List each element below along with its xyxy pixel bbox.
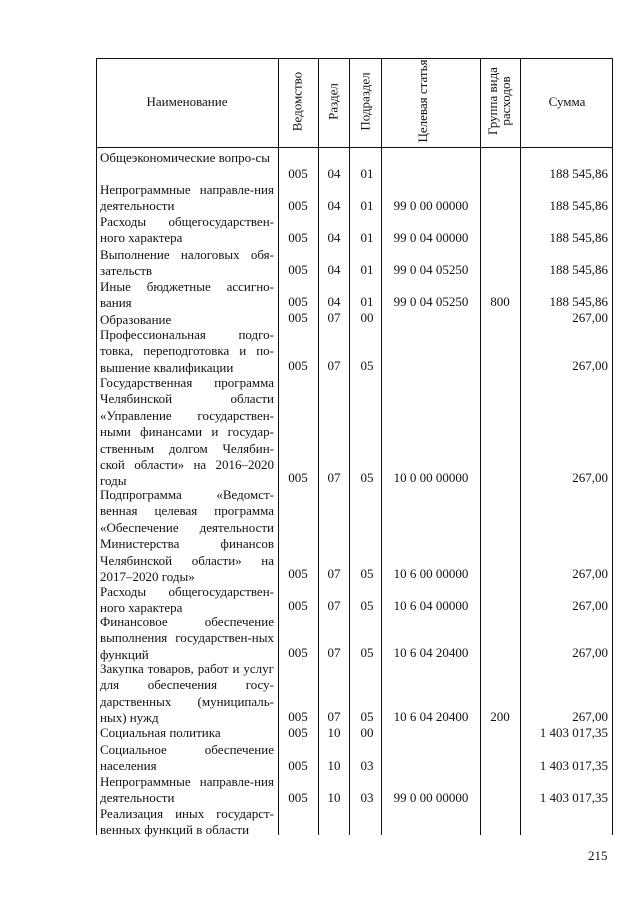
row-name: Образование (100, 312, 172, 327)
cell-razdel: 07 (327, 470, 341, 485)
cell-summa: 267,00 (572, 470, 608, 485)
cell-vedomstvo: 005 (288, 790, 308, 805)
cell-razdel: 07 (327, 310, 341, 325)
cell-vedomstvo: 005 (288, 262, 308, 277)
cell-vedomstvo: 005 (288, 598, 308, 613)
cell-vedomstvo: 005 (288, 709, 308, 724)
cell-razdel: 07 (327, 358, 341, 373)
row-name: Подпрограмма «Ведомст-венная целевая программа «Обеспечение деятельности Министерства финансов Челябинской области» на 2017–2020 годы» (100, 487, 274, 585)
row-name: Закупка товаров, работ и услуг для обеспечения госу-дарственных (муниципаль-ных) нужд (100, 661, 274, 726)
cell-podrazdel: 03 (360, 790, 374, 805)
row-name: Общеэкономические вопро-сы (100, 150, 270, 165)
row-name: Иные бюджетные ассигно-вания (100, 279, 274, 311)
cell-vedomstvo: 005 (288, 230, 308, 245)
cell-razdel: 04 (327, 230, 341, 245)
cell-podrazdel: 01 (360, 294, 374, 309)
header-summa: Сумма (548, 94, 586, 109)
cell-podrazdel: 05 (360, 709, 374, 724)
cell-podrazdel: 05 (360, 645, 374, 660)
cell-celevaya: 10 0 00 00000 (393, 470, 469, 485)
row-name: Государственная программа Челябинской области «Управление государствен-ными финансами и государ-ственным долгом Челябин-ской области» на 2016–2020 годы (100, 375, 274, 489)
cell-podrazdel: 05 (360, 358, 374, 373)
cell-gruppa: 800 (490, 294, 510, 309)
cell-vedomstvo: 005 (288, 725, 308, 740)
header-bottom-rule (96, 147, 613, 148)
col-rule-razdel (318, 58, 319, 835)
cell-razdel: 10 (327, 758, 341, 773)
cell-celevaya: 10 6 00 00000 (393, 566, 469, 581)
cell-podrazdel: 05 (360, 598, 374, 613)
col-rule-podrazdel (349, 58, 350, 835)
cell-celevaya: 99 0 00 00000 (393, 790, 469, 805)
cell-celevaya: 10 6 04 20400 (393, 709, 469, 724)
col-rule-summa (520, 58, 521, 835)
cell-summa: 267,00 (572, 709, 608, 724)
header-razdel: Раздел (325, 83, 341, 120)
page-number: 215 (588, 848, 608, 863)
header-vedomstvo: Ведомство (289, 71, 305, 132)
cell-summa: 267,00 (572, 598, 608, 613)
cell-podrazdel: 01 (360, 230, 374, 245)
cell-vedomstvo: 005 (288, 166, 308, 181)
cell-summa: 267,00 (572, 645, 608, 660)
cell-razdel: 04 (327, 166, 341, 181)
row-name: Выполнение налоговых обя-зательств (100, 247, 274, 279)
cell-summa: 188 545,86 (549, 166, 608, 181)
table-top-rule (96, 58, 613, 59)
cell-podrazdel: 01 (360, 198, 374, 213)
cell-podrazdel: 03 (360, 758, 374, 773)
cell-vedomstvo: 005 (288, 310, 308, 325)
cell-vedomstvo: 005 (288, 645, 308, 660)
table-right-rule (612, 58, 613, 835)
cell-summa: 1 403 017,35 (539, 790, 608, 805)
row-name: Социальная политика (100, 725, 221, 740)
col-rule-vedomstvo (278, 58, 279, 835)
cell-summa: 267,00 (572, 310, 608, 325)
cell-celevaya: 99 0 04 00000 (393, 230, 469, 245)
row-name: Финансовое обеспечение выполнения государствен-ных функций (100, 614, 274, 662)
cell-vedomstvo: 005 (288, 358, 308, 373)
cell-razdel: 07 (327, 598, 341, 613)
table-left-rule (96, 58, 97, 835)
cell-razdel: 10 (327, 790, 341, 805)
cell-podrazdel: 01 (360, 262, 374, 277)
row-name: Расходы общегосударствен-ного характера (100, 584, 274, 616)
cell-summa: 188 545,86 (549, 294, 608, 309)
row-name: Социальное обеспечение населения (100, 742, 274, 774)
cell-razdel: 07 (327, 709, 341, 724)
header-podrazdel: Подраздел (357, 72, 373, 131)
cell-summa: 267,00 (572, 566, 608, 581)
cell-podrazdel: 01 (360, 166, 374, 181)
cell-celevaya: 99 0 00 00000 (393, 198, 469, 213)
cell-summa: 188 545,86 (549, 230, 608, 245)
header-celevaya: Целевая статья (415, 59, 430, 143)
cell-vedomstvo: 005 (288, 758, 308, 773)
row-name: Профессиональная подго-товка, переподготовка и по-вышение квалификации (100, 327, 274, 375)
cell-podrazdel: 00 (360, 725, 374, 740)
cell-podrazdel: 05 (360, 470, 374, 485)
cell-celevaya: 10 6 04 00000 (393, 598, 469, 613)
header-gruppa: Группа вида расходов (485, 67, 513, 135)
cell-podrazdel: 05 (360, 566, 374, 581)
cell-vedomstvo: 005 (288, 198, 308, 213)
cell-celevaya: 10 6 04 20400 (393, 645, 469, 660)
col-rule-gruppa (480, 58, 481, 835)
cell-gruppa: 200 (490, 709, 510, 724)
cell-podrazdel: 00 (360, 310, 374, 325)
cell-razdel: 10 (327, 725, 341, 740)
cell-summa: 267,00 (572, 358, 608, 373)
row-name: Непрограммные направле-ния деятельности (100, 774, 274, 806)
cell-celevaya: 99 0 04 05250 (393, 294, 469, 309)
cell-razdel: 07 (327, 566, 341, 581)
cell-summa: 1 403 017,35 (539, 758, 608, 773)
cell-razdel: 04 (327, 262, 341, 277)
cell-razdel: 07 (327, 645, 341, 660)
header-name: Наименование (146, 94, 228, 109)
cell-summa: 188 545,86 (549, 198, 608, 213)
cell-vedomstvo: 005 (288, 470, 308, 485)
cell-summa: 1 403 017,35 (539, 725, 608, 740)
cell-razdel: 04 (327, 198, 341, 213)
cell-razdel: 04 (327, 294, 341, 309)
cell-vedomstvo: 005 (288, 294, 308, 309)
cell-summa: 188 545,86 (549, 262, 608, 277)
row-name: Реализация иных государст-венных функций в области (100, 806, 274, 838)
row-name: Расходы общегосударствен-ного характера (100, 214, 274, 246)
cell-vedomstvo: 005 (288, 566, 308, 581)
cell-celevaya: 99 0 04 05250 (393, 262, 469, 277)
row-name: Непрограммные направле-ния деятельности (100, 182, 274, 214)
